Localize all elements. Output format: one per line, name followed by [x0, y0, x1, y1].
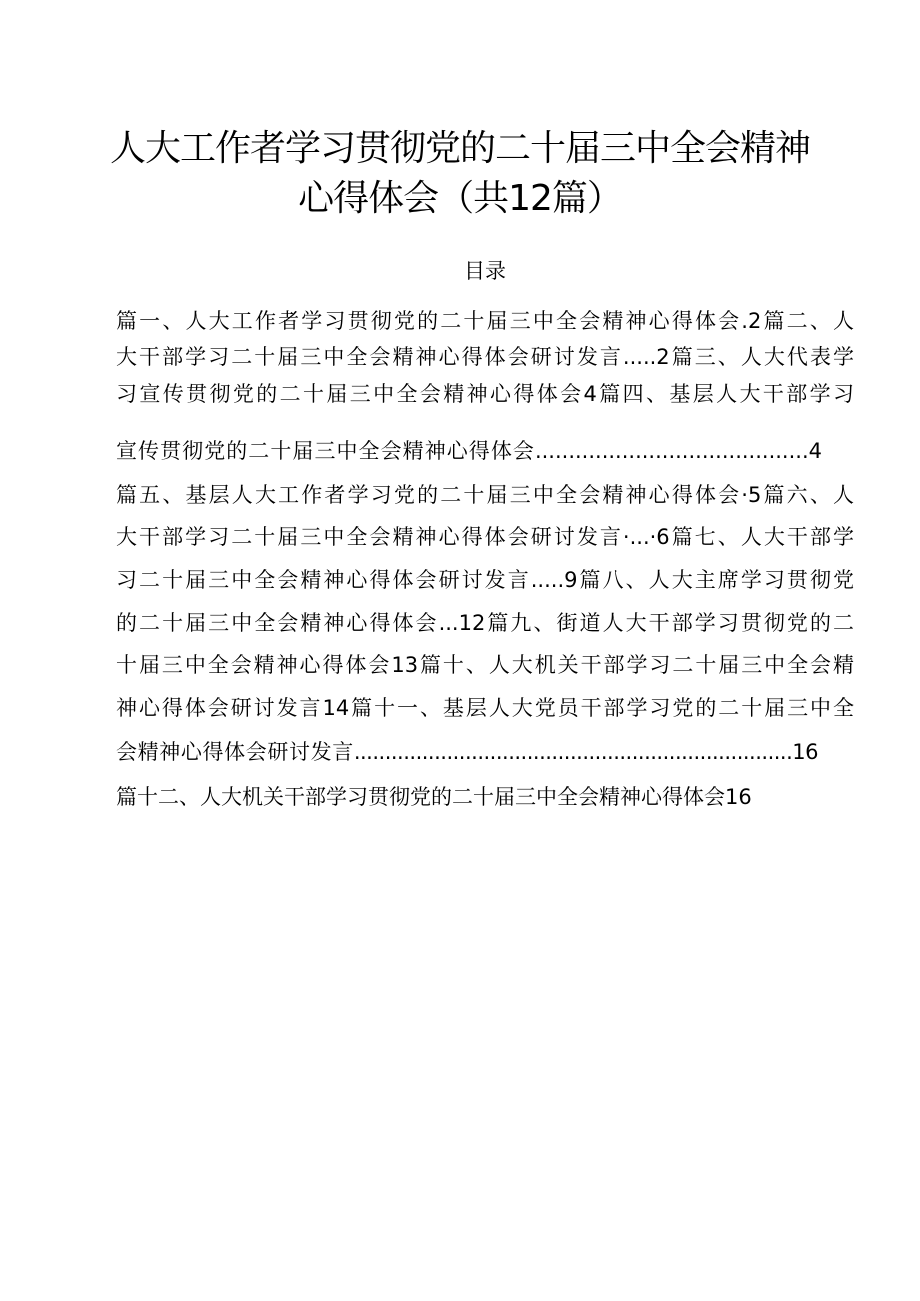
toc-line: 十届三中全会精神心得体会13篇十、人大机关干部学习二十届三中全会精	[116, 653, 854, 677]
toc-line: 神心得体会研讨发言14篇十一、基层人大党员干部学习党的二十届三中全	[116, 696, 854, 720]
toc-line: 篇一、人大工作者学习贯彻党的二十届三中全会精神心得体会.2篇二、人	[116, 309, 854, 333]
toc-line: 篇五、基层人大工作者学习党的二十届三中全会精神心得体会·5篇六、人	[116, 483, 854, 507]
toc-line: 篇十二、人大机关干部学习贯彻党的二十届三中全会精神心得体会16	[116, 785, 752, 809]
toc-line: 宣传贯彻党的二十届三中全会精神心得体会.........................................4	[116, 439, 822, 463]
toc-heading: 目录	[464, 259, 506, 283]
toc-line: 大干部学习二十届三中全会精神心得体会研讨发言.....2篇三、人大代表学	[116, 345, 854, 369]
toc-line: 习宣传贯彻党的二十届三中全会精神心得体会4篇四、基层人大干部学习	[116, 382, 854, 406]
document-title-line-1: 人大工作者学习贯彻党的二十届三中全会精神	[109, 128, 810, 169]
toc-line: 的二十届三中全会精神心得体会...12篇九、街道人大干部学习贯彻党的二	[116, 611, 854, 635]
document-title-line-2: 心得体会（共12篇）	[298, 178, 622, 219]
toc-line: 习二十届三中全会精神心得体会研讨发言.....9篇八、人大主席学习贯彻党	[116, 568, 854, 592]
toc-line: 会精神心得体会研讨发言.......................................................................16	[116, 740, 818, 764]
toc-line: 大干部学习二十届三中全会精神心得体会研讨发言·...·6篇七、人大干部学	[116, 525, 854, 549]
